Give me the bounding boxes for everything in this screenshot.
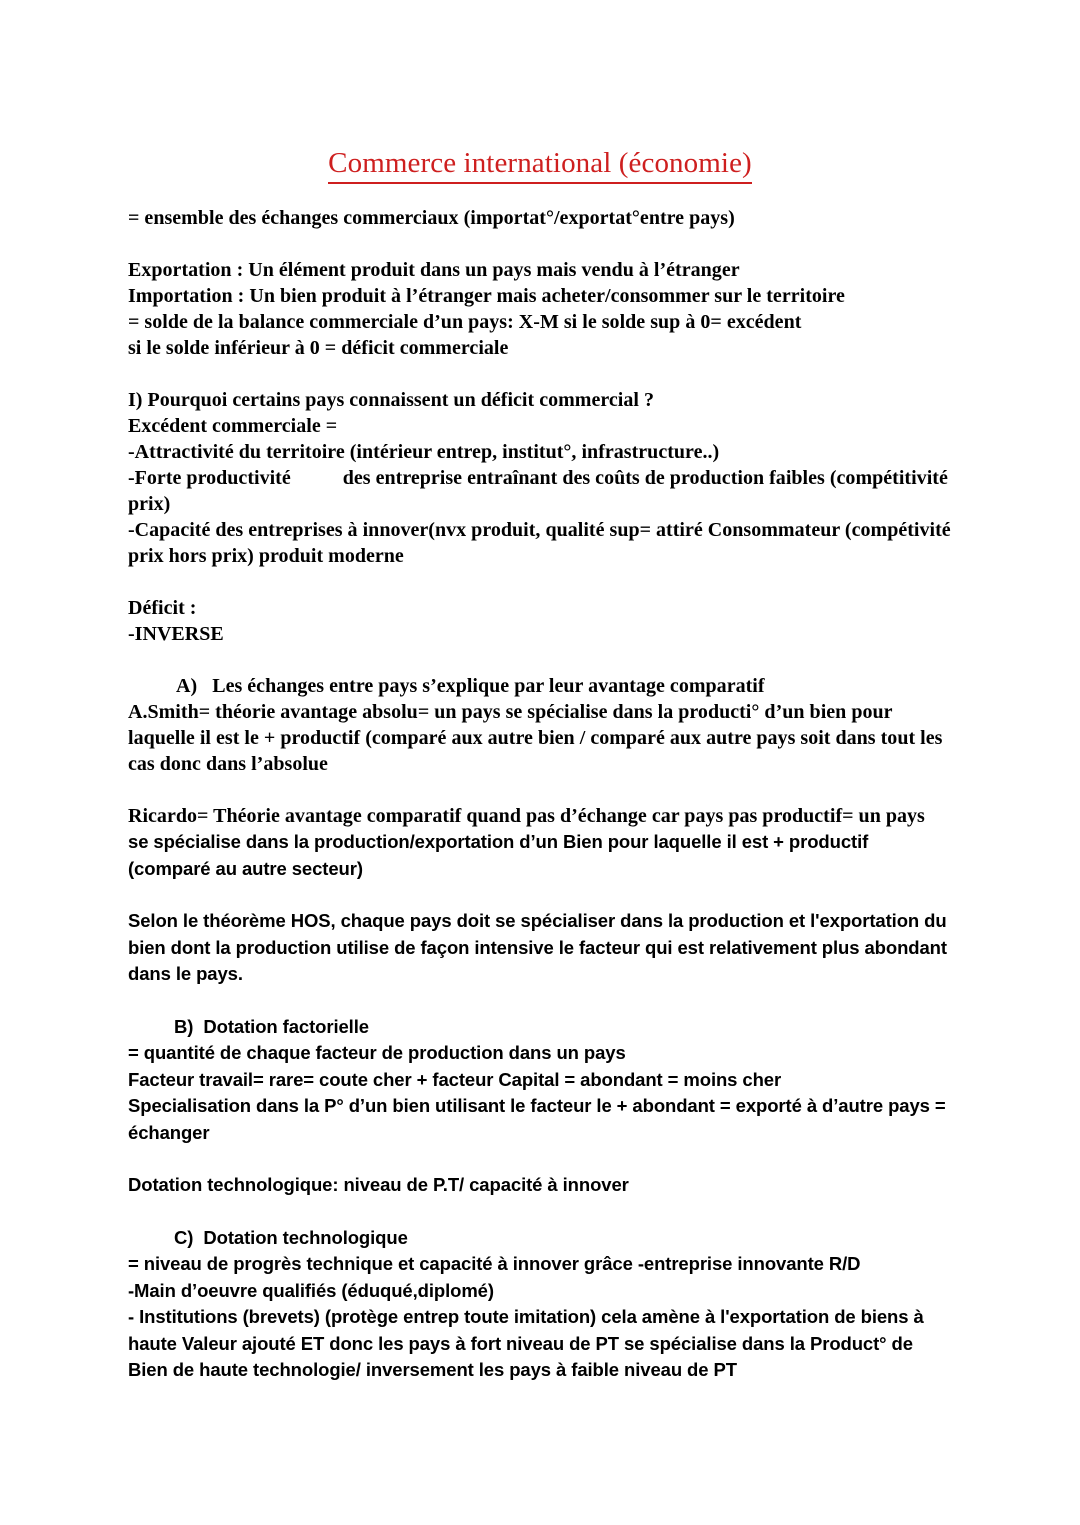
text-line: Exportation : Un élément produit dans un pays mais vendu à l’étranger [128, 259, 740, 281]
text-fragment: des entreprise entraînant des coûts de production faibles (compétitivité prix) [128, 467, 953, 515]
text-line: -Main d’oeuvre qualifiés (éduqué,diplomé) [128, 1279, 494, 1301]
text-line: - Institutions (brevets) (protège entrep toute imitation) cela amène à l'exportation de biens à haute Valeur ajouté ET donc les pays à fort niveau de PT se spécialise dans la Product° de Bien de haute technologie/ inversement les pays à faible niveau de PT [128, 1306, 929, 1380]
text-line: Dotation technologique: niveau de P.T/ capacité à innover [128, 1174, 629, 1195]
paragraph-ricardo [128, 803, 952, 882]
text-line: = solde de la balance commerciale d’un pays: X-M si le solde sup à 0= excédent [128, 311, 802, 333]
text-line: Importation : Un bien produit à l’étranger mais acheter/consommer sur le territoire [128, 285, 845, 307]
paragraph-definition [128, 205, 952, 231]
page-title-text: Commerce international (économie) [328, 147, 752, 183]
text-line-tabbed [128, 465, 952, 517]
text-line: Facteur travail= rare= coute cher + facteur Capital = abondant = moins cher [128, 1068, 782, 1090]
paragraph-dotation-techno-note [128, 1172, 952, 1199]
section-heading-i: I) Pourquoi certains pays connaissent un déficit commercial ? [128, 389, 655, 411]
paragraph-section-one [128, 387, 956, 569]
text-line: -INVERSE [128, 623, 224, 645]
text-line: -Capacité des entreprises à innover(nvx produit, qualité sup= attiré Consommateur (compétivité prix hors prix) produit moderne [128, 519, 956, 567]
text-fragment: -Forte productivité [128, 467, 291, 489]
text-line: = quantité de chaque facteur de production dans un pays [128, 1042, 626, 1063]
subsection-heading-b: B) Dotation factorielle [174, 1015, 369, 1037]
paragraph-subsection-b [128, 1014, 952, 1147]
paragraph-trade-terms [128, 257, 952, 361]
paragraph-hos [128, 908, 952, 988]
text-line: = ensemble des échanges commerciaux (importat°/exportat°entre pays) [128, 207, 735, 229]
text-line: Specialisation dans la P° d’un bien utilisant le facteur le + abondant = exporté à d’autre pays = échanger [128, 1095, 951, 1143]
paragraph-subsection-c [128, 1225, 952, 1384]
subsection-heading-a: A) Les échanges entre pays s’explique par leur avantage comparatif [176, 675, 765, 697]
subsection-heading-c: C) Dotation technologique [174, 1226, 408, 1248]
text-line: se spécialise dans la production/exportation d’un Bien pour laquelle il est + productif (comparé au autre secteur) [128, 831, 874, 879]
text-line: -Attractivité du territoire (intérieur entrep, institut°, infrastructure..) [128, 441, 720, 463]
text-line: A.Smith= théorie avantage absolu= un pays se spécialise dans la producti° d’un bien pour laquelle il est le + productif (comparé aux autre bien / comparé aux autre pays soit dans tout les cas donc dans l’absolue [128, 701, 948, 775]
paragraph-deficit [128, 595, 952, 647]
text-line: Déficit : [128, 597, 197, 619]
text-line: si le solde inférieur à 0 = déficit commerciale [128, 337, 509, 359]
page-title [0, 147, 1080, 183]
text-line: Ricardo= Théorie avantage comparatif quand pas d’échange car pays pas productif= un pays [128, 805, 925, 827]
document-body [128, 205, 956, 1384]
text-line: Selon le théorème HOS, chaque pays doit se spécialiser dans la production et l'exportation du bien dont la production utilise de façon intensive le facteur qui est relativement plus abondant dans le pays. [128, 910, 952, 984]
paragraph-subsection-a [128, 673, 952, 777]
text-line: Excédent commerciale = [128, 415, 338, 437]
text-line: = niveau de progrès technique et capacité à innover grâce -entreprise innovante R/D [128, 1253, 861, 1274]
